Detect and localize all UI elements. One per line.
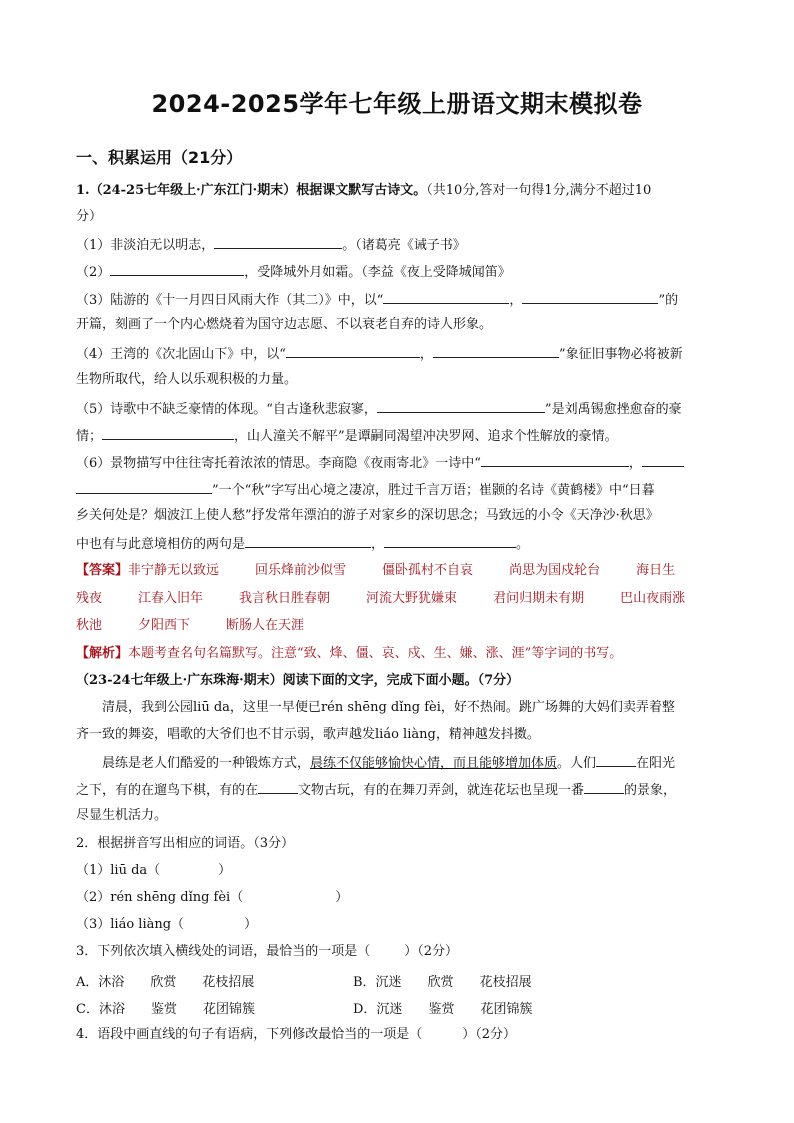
q1-item-6-cont: ”一个“秋”字写出心境之凄凉，胜过千言万语；崔颢的名诗《黄鹤楼》中“日暮 — [76, 480, 655, 500]
answer-blank[interactable] — [377, 399, 545, 413]
q3-option-a[interactable]: A．沐浴 欣赏 花枝招展 — [76, 975, 255, 990]
answer-blank[interactable] — [481, 453, 629, 467]
answer-blank[interactable] — [245, 534, 371, 548]
answer-blank[interactable] — [383, 290, 509, 304]
q2-item-3: （3）liáo liàng（ ） — [76, 917, 258, 932]
q3-option-b[interactable]: B．沉迷 欣赏 花枝招展 — [353, 975, 532, 990]
q1-heading: 1.（24-25七年级上·广东江门·期末）根据课文默写古诗文。（共10分,答对一句得1分,满分不超过10 — [76, 183, 652, 198]
q1-item-6-cont3: 中也有与此意境相仿的两句是 ， 。 — [76, 534, 529, 554]
answer-row-2: 残夜 江春入旧年 我言秋日胜春朝 河流大野犹嫌束 君问归期未有期 巴山夜雨涨 — [76, 591, 686, 606]
q1-item-1: （1）非淡泊无以明志， 。（诸葛亮《诫子书》 — [76, 235, 466, 255]
answer-blank[interactable] — [522, 290, 658, 304]
q1-heading-cont: 分） — [76, 209, 103, 224]
passage-line-1: 清晨，我到公园liū da，这里一早便已rén shēng dǐng fèi，好不热闹。跳广场舞的大妈们卖弄着整 — [102, 700, 675, 715]
q1-item-6-cont2: 乡关何处是？烟波江上使人愁”抒发常年漂泊的游子对家乡的深切思念；马致远的小令《天净沙·秋思》 — [76, 508, 659, 523]
q4-heading: 4．语段中画直线的句子有语病，下列修改最恰当的一项是（ ）（2分） — [76, 1027, 517, 1042]
passage-line-3: 晨练是老人们酷爱的一种锻炼方式，晨练不仅能够愉快心情，而且能够增加体质。人们 在阳光 — [102, 753, 675, 773]
answer-blank[interactable] — [433, 344, 559, 358]
answer-blank[interactable] — [110, 262, 244, 276]
passage-line-4: 之下，有的在遛鸟下棋，有的在 文物古玩，有的在舞刀弄剑，就连花坛也呈现一番 的景象， — [76, 780, 676, 800]
answer-blank[interactable] — [642, 453, 684, 467]
answer-blank[interactable] — [596, 753, 636, 767]
analysis-line: 【解析】本题考查名句名篇默写。注意“致、烽、僵、哀、戍、生、嫌、涨、涯”等字词的书写。 — [76, 646, 623, 661]
underlined-sentence: 晨练不仅能够愉快心情，而且能够增加体质 — [310, 756, 558, 771]
q1-item-5-cont: 情； ，山人潼关不解平”是谭嗣同渴望冲决罗网、追求个性解放的豪情。 — [76, 426, 618, 446]
answer-blank[interactable] — [384, 534, 516, 548]
q1-item-4: （4）王湾的《次北固山下》中，以“ ， ”象征旧事物必将被新 — [76, 344, 683, 364]
q1-item-5: （5）诗歌中不缺乏豪情的体现。“自古逢秋悲寂寥， ”是刘禹锡愈挫愈奋的豪 — [76, 399, 682, 419]
q1-item-3-cont: 开篇，刻画了一个内心燃烧着为国守边志愿、不以衰老自弃的诗人形象。 — [76, 317, 493, 332]
q2-item-1: （1）liū da（ ） — [76, 863, 232, 878]
q3-option-c[interactable]: C．沐浴 鉴赏 花团锦簇 — [76, 1002, 255, 1017]
passage-line-2: 齐一致的舞姿，唱歌的大爷们也不甘示弱，歌声越发liáo liàng，精神越发抖擞。 — [76, 727, 540, 742]
q2-item-2: （2）rén shēng dǐng fèi（ ） — [76, 890, 349, 905]
answer-blank[interactable] — [286, 344, 420, 358]
answer-blank[interactable] — [584, 780, 624, 794]
q3-heading: 3．下列依次填入横线处的词语，最恰当的一项是（ ）（2分） — [76, 944, 459, 959]
q3-option-d[interactable]: D．沉迷 鉴赏 花团锦簇 — [353, 1002, 533, 1017]
q1-item-4-cont: 生物所取代，给人以乐观积极的力量。 — [76, 372, 298, 387]
answer-blank[interactable] — [258, 780, 298, 794]
q2-heading: 2．根据拼音写出相应的词语。（3分） — [76, 836, 295, 851]
reading-heading: （23-24七年级上·广东珠海·期末）阅读下面的文字，完成下面小题。（7分） — [76, 673, 520, 688]
answer-blank[interactable] — [76, 480, 212, 494]
q1-item-3: （3）陆游的《十一月四日风雨大作（其二）》中，以“ ， ”的 — [76, 290, 678, 310]
answer-row-3: 秋池 夕阳西下 断肠人在天涯 — [76, 618, 305, 633]
q1-item-6: （6）景物描写中往往寄托着浓浓的情思。李商隐《夜雨寄北》一诗中“ ， — [76, 453, 684, 473]
answer-blank[interactable] — [214, 235, 342, 249]
section-heading: 一、积累运用（21分） — [76, 148, 243, 167]
passage-line-5: 尽显生机活力。 — [76, 808, 168, 823]
q1-item-2: （2） ，受降城外月如霜。（李益《夜上受降城闻笛》 — [76, 262, 511, 282]
answer-blank[interactable] — [102, 426, 234, 440]
page-title: 2024-2025学年七年级上册语文期末模拟卷 — [151, 90, 643, 118]
answer-row-1: 【答案】非宁静无以致远 回乐烽前沙似雪 僵卧孤村不自哀 尚思为国戍轮台 海日生 — [76, 563, 676, 578]
